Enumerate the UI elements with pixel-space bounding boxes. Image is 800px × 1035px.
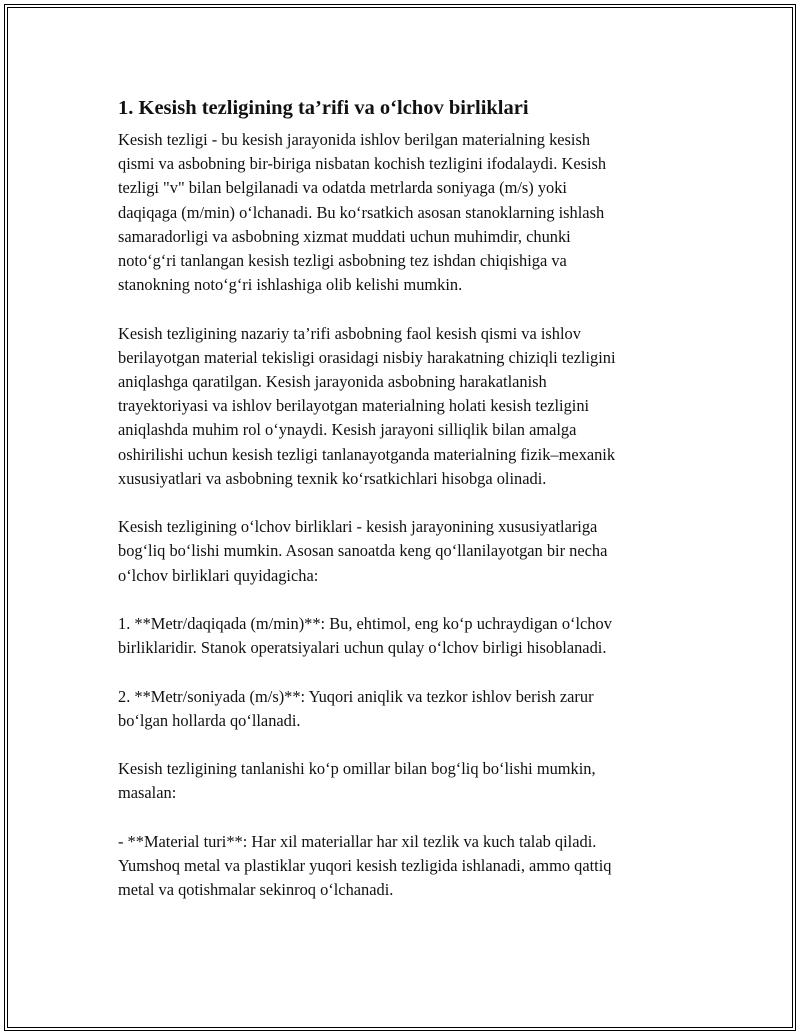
text-line: Kesish tezligining tanlanishi ko‘p omillar bilan bog‘liq bo‘lishi mumkin, <box>118 759 596 779</box>
section-heading: 1. Kesish tezligining ta’rifi va o‘lchov birliklari <box>118 97 529 119</box>
text-line: aniqlashga qaratilgan. Kesish jarayonida asbobning harakatlanish <box>118 372 547 392</box>
text-line: xususiyatlari va asbobning texnik ko‘rsatkichlari hisobga olinadi. <box>118 468 547 488</box>
text-line: bo‘lgan hollarda qo‘llanadi. <box>118 710 301 730</box>
text-line: 1. **Metr/daqiqada (m/min)**: Bu, ehtimol, eng ko‘p uchraydigan o‘lchov <box>118 614 612 634</box>
text-line: daqiqaga (m/min) o‘lchanadi. Bu ko‘rsatkich asosan stanoklarning ishlash <box>118 202 605 222</box>
text-line: trayektoriyasi va ishlov berilayotgan materialning holati kesish tezligini <box>118 396 590 416</box>
text-line: oshirilishi uchun kesish tezligi tanlanayotganda materialning fizik–mexanik <box>118 444 616 464</box>
text-line: Kesish tezligining o‘lchov birliklari - kesish jarayonining xususiyatlariga <box>118 517 598 537</box>
paragraph-theory <box>118 322 698 491</box>
text-line: samaradorligi va asbobning xizmat muddati uchun muhimdir, chunki <box>118 226 571 246</box>
text-line: birliklaridir. Stanok operatsiyalari uchun qulay o‘lchov birligi hisoblanadi. <box>118 638 607 658</box>
text-line: masalan: <box>118 783 177 803</box>
paragraph-definition <box>118 128 698 297</box>
text-line: o‘lchov birliklari quyidagicha: <box>118 565 319 585</box>
text-line: berilayotgan material tekisligi orasidagi nisbiy harakatning chiziqli tezligini <box>118 347 616 367</box>
list-item-meters-per-second <box>118 685 698 733</box>
text-line: tezligi "v" bilan belgilanadi va odatda metrlarda soniyaga (m/s) yoki <box>118 178 567 198</box>
text-line: bog‘liq bo‘lishi mumkin. Asosan sanoatda keng qo‘llanilayotgan bir necha <box>118 541 608 561</box>
text-line: - **Material turi**: Har xil materiallar har xil tezlik va kuch talab qiladi. <box>118 831 597 851</box>
text-line: Kesish tezligining nazariy ta’rifi asbobning faol kesish qismi va ishlov <box>118 323 581 343</box>
text-line: aniqlashda muhim rol o‘ynaydi. Kesish jarayoni silliqlik bilan amalga <box>118 420 577 440</box>
paragraph-units-intro <box>118 515 698 588</box>
text-line: 2. **Metr/soniyada (m/s)**: Yuqori aniqlik va tezkor ishlov berish zarur <box>118 686 594 706</box>
list-item-material-type <box>118 830 698 903</box>
document-body <box>118 94 698 927</box>
paragraph-factors-intro <box>118 757 698 805</box>
list-item-meters-per-minute <box>118 612 698 660</box>
text-line: Yumshoq metal va plastiklar yuqori kesish tezligida ishlanadi, ammo qattiq <box>118 856 612 875</box>
text-line: noto‘g‘ri tanlangan kesish tezligi asbobning tez ishdan chiqishiga va <box>118 251 567 271</box>
text-line: stanokning noto‘g‘ri ishlashiga olib kelishi mumkin. <box>118 275 463 295</box>
text-line: qismi va asbobning bir-biriga nisbatan kochish tezligini ifodalaydi. Kesish <box>118 154 607 174</box>
text-line: Kesish tezligi - bu kesish jarayonida ishlov berilgan materialning kesish <box>118 130 591 149</box>
text-line: metal va qotishmalar sekinroq o‘lchanadi. <box>118 880 394 900</box>
